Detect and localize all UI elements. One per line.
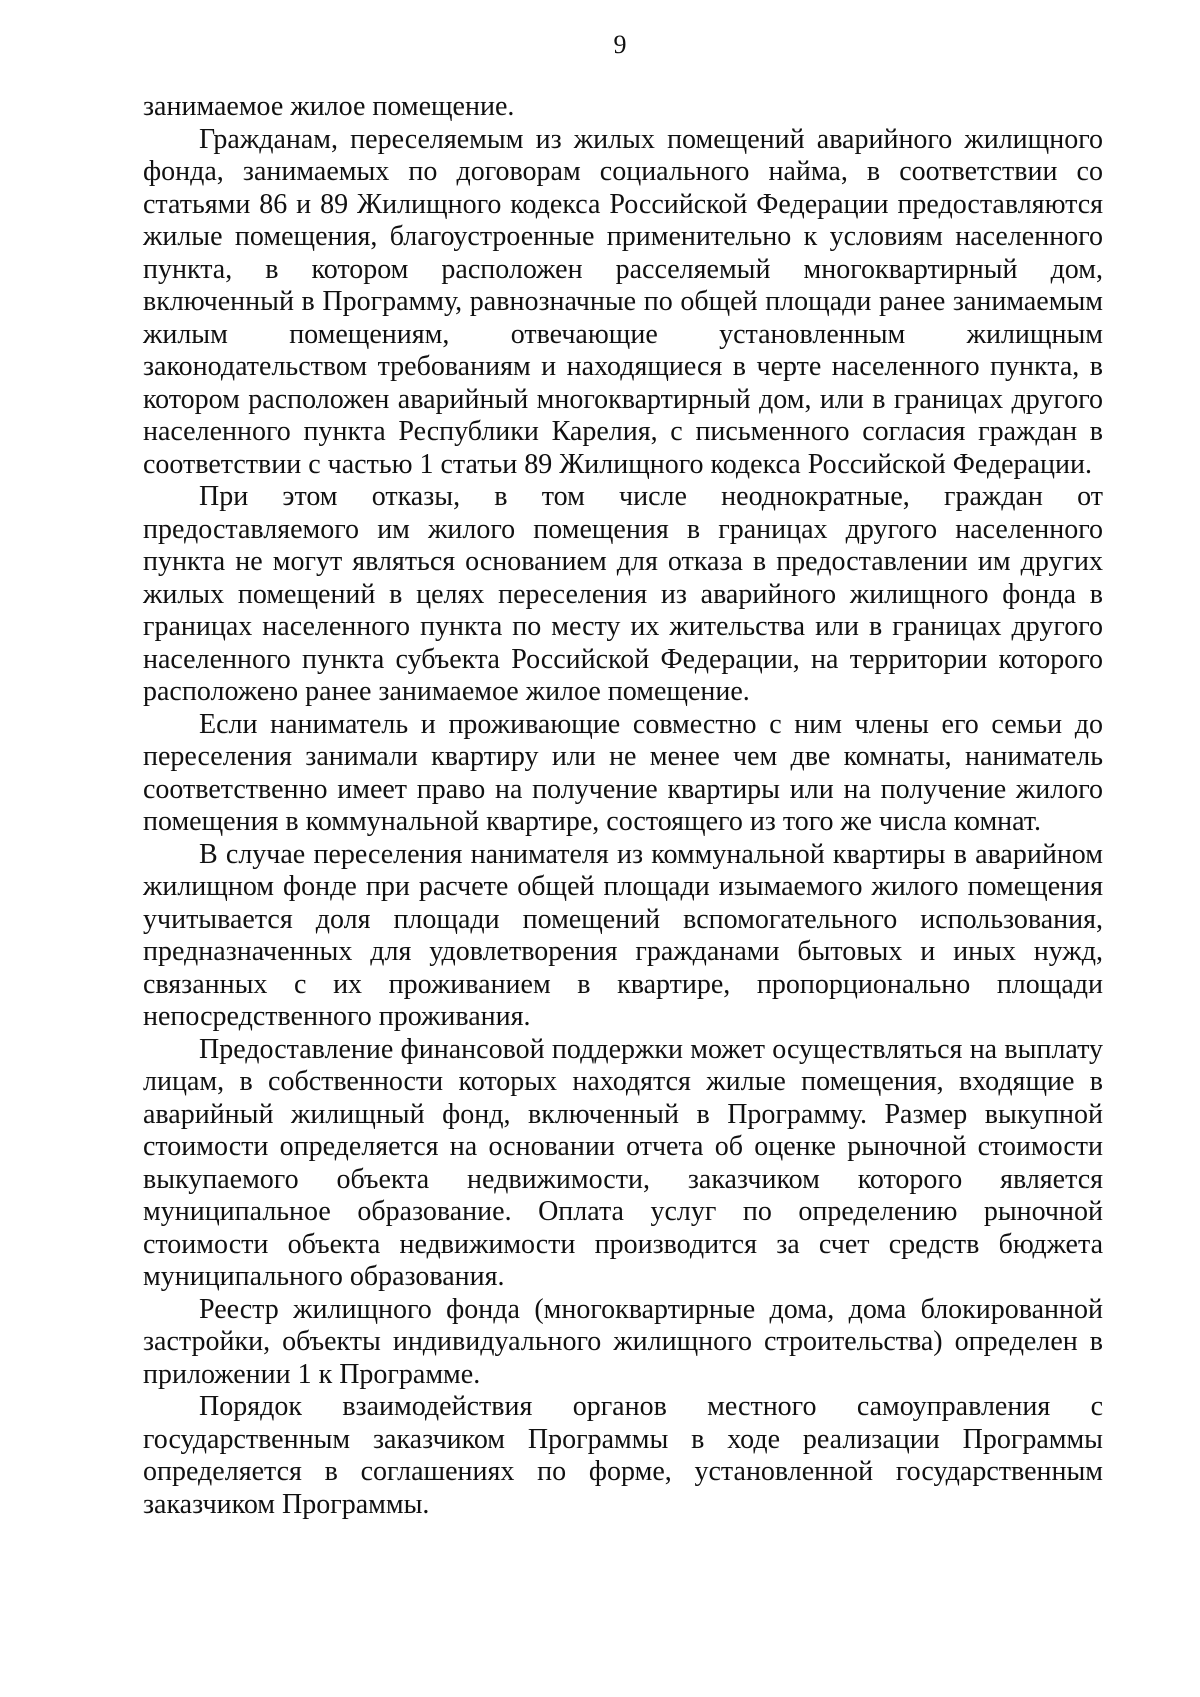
paragraph: Предоставление финансовой поддержки может осуществляться на выплату лицам, в собственности которых находятся жилые помещения, входящие в аварийный жилищный фонд, включенный в Программу. Размер выкупной стоимости определяется на основании отчета об оценке рыночной стоимости выкупаемого объекта недвижимости, заказчиком которого является муниципальное образование. Оплата услуг по определению рыночной стоимости объекта недвижимости производится за счет средств бюджета муниципального образования.	[143, 1033, 1103, 1292]
document-body	[143, 91, 1103, 1521]
page-number: 9	[613, 30, 627, 59]
paragraph: Гражданам, переселяемым из жилых помещений аварийного жилищного фонда, занимаемых по договорам социального найма, в соответствии со статьями 86 и 89 Жилищного кодекса Российской Федерации предоставляются жилые помещения, благоустроенные применительно к условиям населенного пункта, в котором расположен расселяемый многоквартирный дом, включенный в Программу, равнозначные по общей площади ранее занимаемым жилым помещениям, отвечающие установленным жилищным законодательством требованиям и находящиеся в черте населенного пункта, в котором расположен аварийный многоквартирный дом, или в границах другого населенного пункта Республики Карелия, с письменного согласия граждан в соответствии с частью 1 статьи 89 Жилищного кодекса Российской Федерации.	[143, 123, 1103, 480]
paragraph: В случае переселения нанимателя из коммунальной квартиры в аварийном жилищном фонде при расчете общей площади изымаемого жилого помещения учитывается доля площади помещений вспомогательного использования, предназначенных для удовлетворения гражданами бытовых и иных нужд, связанных с их проживанием в квартире, пропорционально площади непосредственного проживания.	[143, 838, 1103, 1032]
paragraph: При этом отказы, в том числе неоднократные, граждан от предоставляемого им жилого помещения в границах другого населенного пункта не могут являться основанием для отказа в предоставлении им других жилых помещений в целях переселения из аварийного жилищного фонда в границах населенного пункта по месту их жительства или в границах другого населенного пункта субъекта Российской Федерации, на территории которого расположено ранее занимаемое жилое помещение.	[143, 481, 1103, 707]
paragraph: Если наниматель и проживающие совместно с ним члены его семьи до переселения занимали квартиру или не менее чем две комнаты, наниматель соответственно имеет право на получение квартиры или на получение жилого помещения в коммунальной квартире, состоящего из того же числа комнат.	[143, 708, 1103, 837]
paragraph: Порядок взаимодействия органов местного самоуправления с государственным заказчиком Программы в ходе реализации Программы определяется в соглашениях по форме, установленной государственным заказчиком Программы.	[143, 1391, 1103, 1520]
paragraph-continuation: занимаемое жилое помещение.	[143, 91, 515, 122]
paragraph: Реестр жилищного фонда (многоквартирные дома, дома блокированной застройки, объекты индивидуального жилищного строительства) определен в приложении 1 к Программе.	[143, 1293, 1103, 1390]
